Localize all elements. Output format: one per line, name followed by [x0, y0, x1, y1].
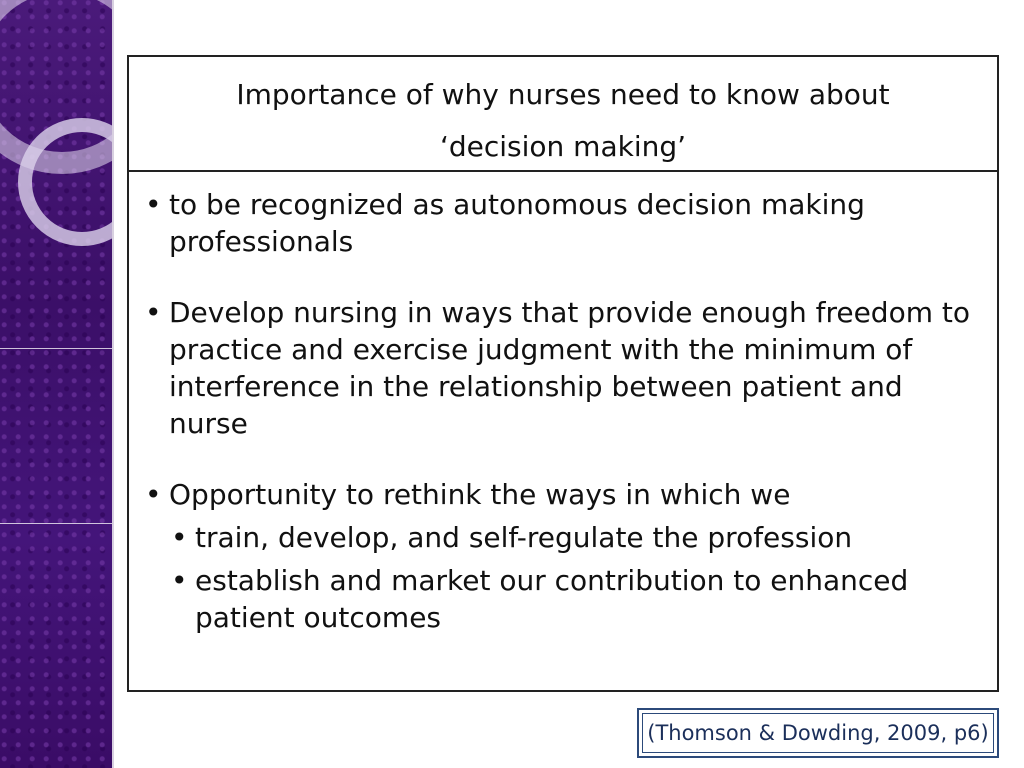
- citation-text: (Thomson & Dowding, 2009, p6): [647, 721, 989, 745]
- sub-bullet-text: train, develop, and self-regulate the profession: [195, 521, 853, 554]
- bullet-item: [143, 476, 977, 636]
- title-line-1: Importance of why nurses need to know about: [236, 78, 890, 111]
- slide-title: [129, 57, 997, 172]
- bullet-text: Develop nursing in ways that provide enough freedom to practice and exercise judgment with the minimum of interference in the relationship between patient and nurse: [169, 296, 970, 440]
- band-divider: [0, 523, 112, 524]
- content-box: [127, 55, 999, 692]
- bullet-item: [143, 294, 977, 442]
- bullet-text: Opportunity to rethink the ways in which we: [169, 478, 791, 511]
- title-line-2: ‘decision making’: [439, 130, 687, 163]
- sub-bullet-item: [169, 562, 977, 636]
- decorative-side-band: [0, 0, 112, 768]
- bullet-list: [143, 186, 977, 636]
- bullet-body: [129, 172, 997, 636]
- bullet-item: [143, 186, 977, 260]
- sub-bullet-item: [169, 519, 977, 556]
- citation-box: [637, 708, 999, 758]
- sub-bullet-list: [169, 519, 977, 636]
- band-edge: [112, 0, 114, 768]
- band-divider: [0, 348, 112, 349]
- sub-bullet-text: establish and market our contribution to enhanced patient outcomes: [195, 564, 909, 634]
- bullet-text: to be recognized as autonomous decision making professionals: [169, 188, 865, 258]
